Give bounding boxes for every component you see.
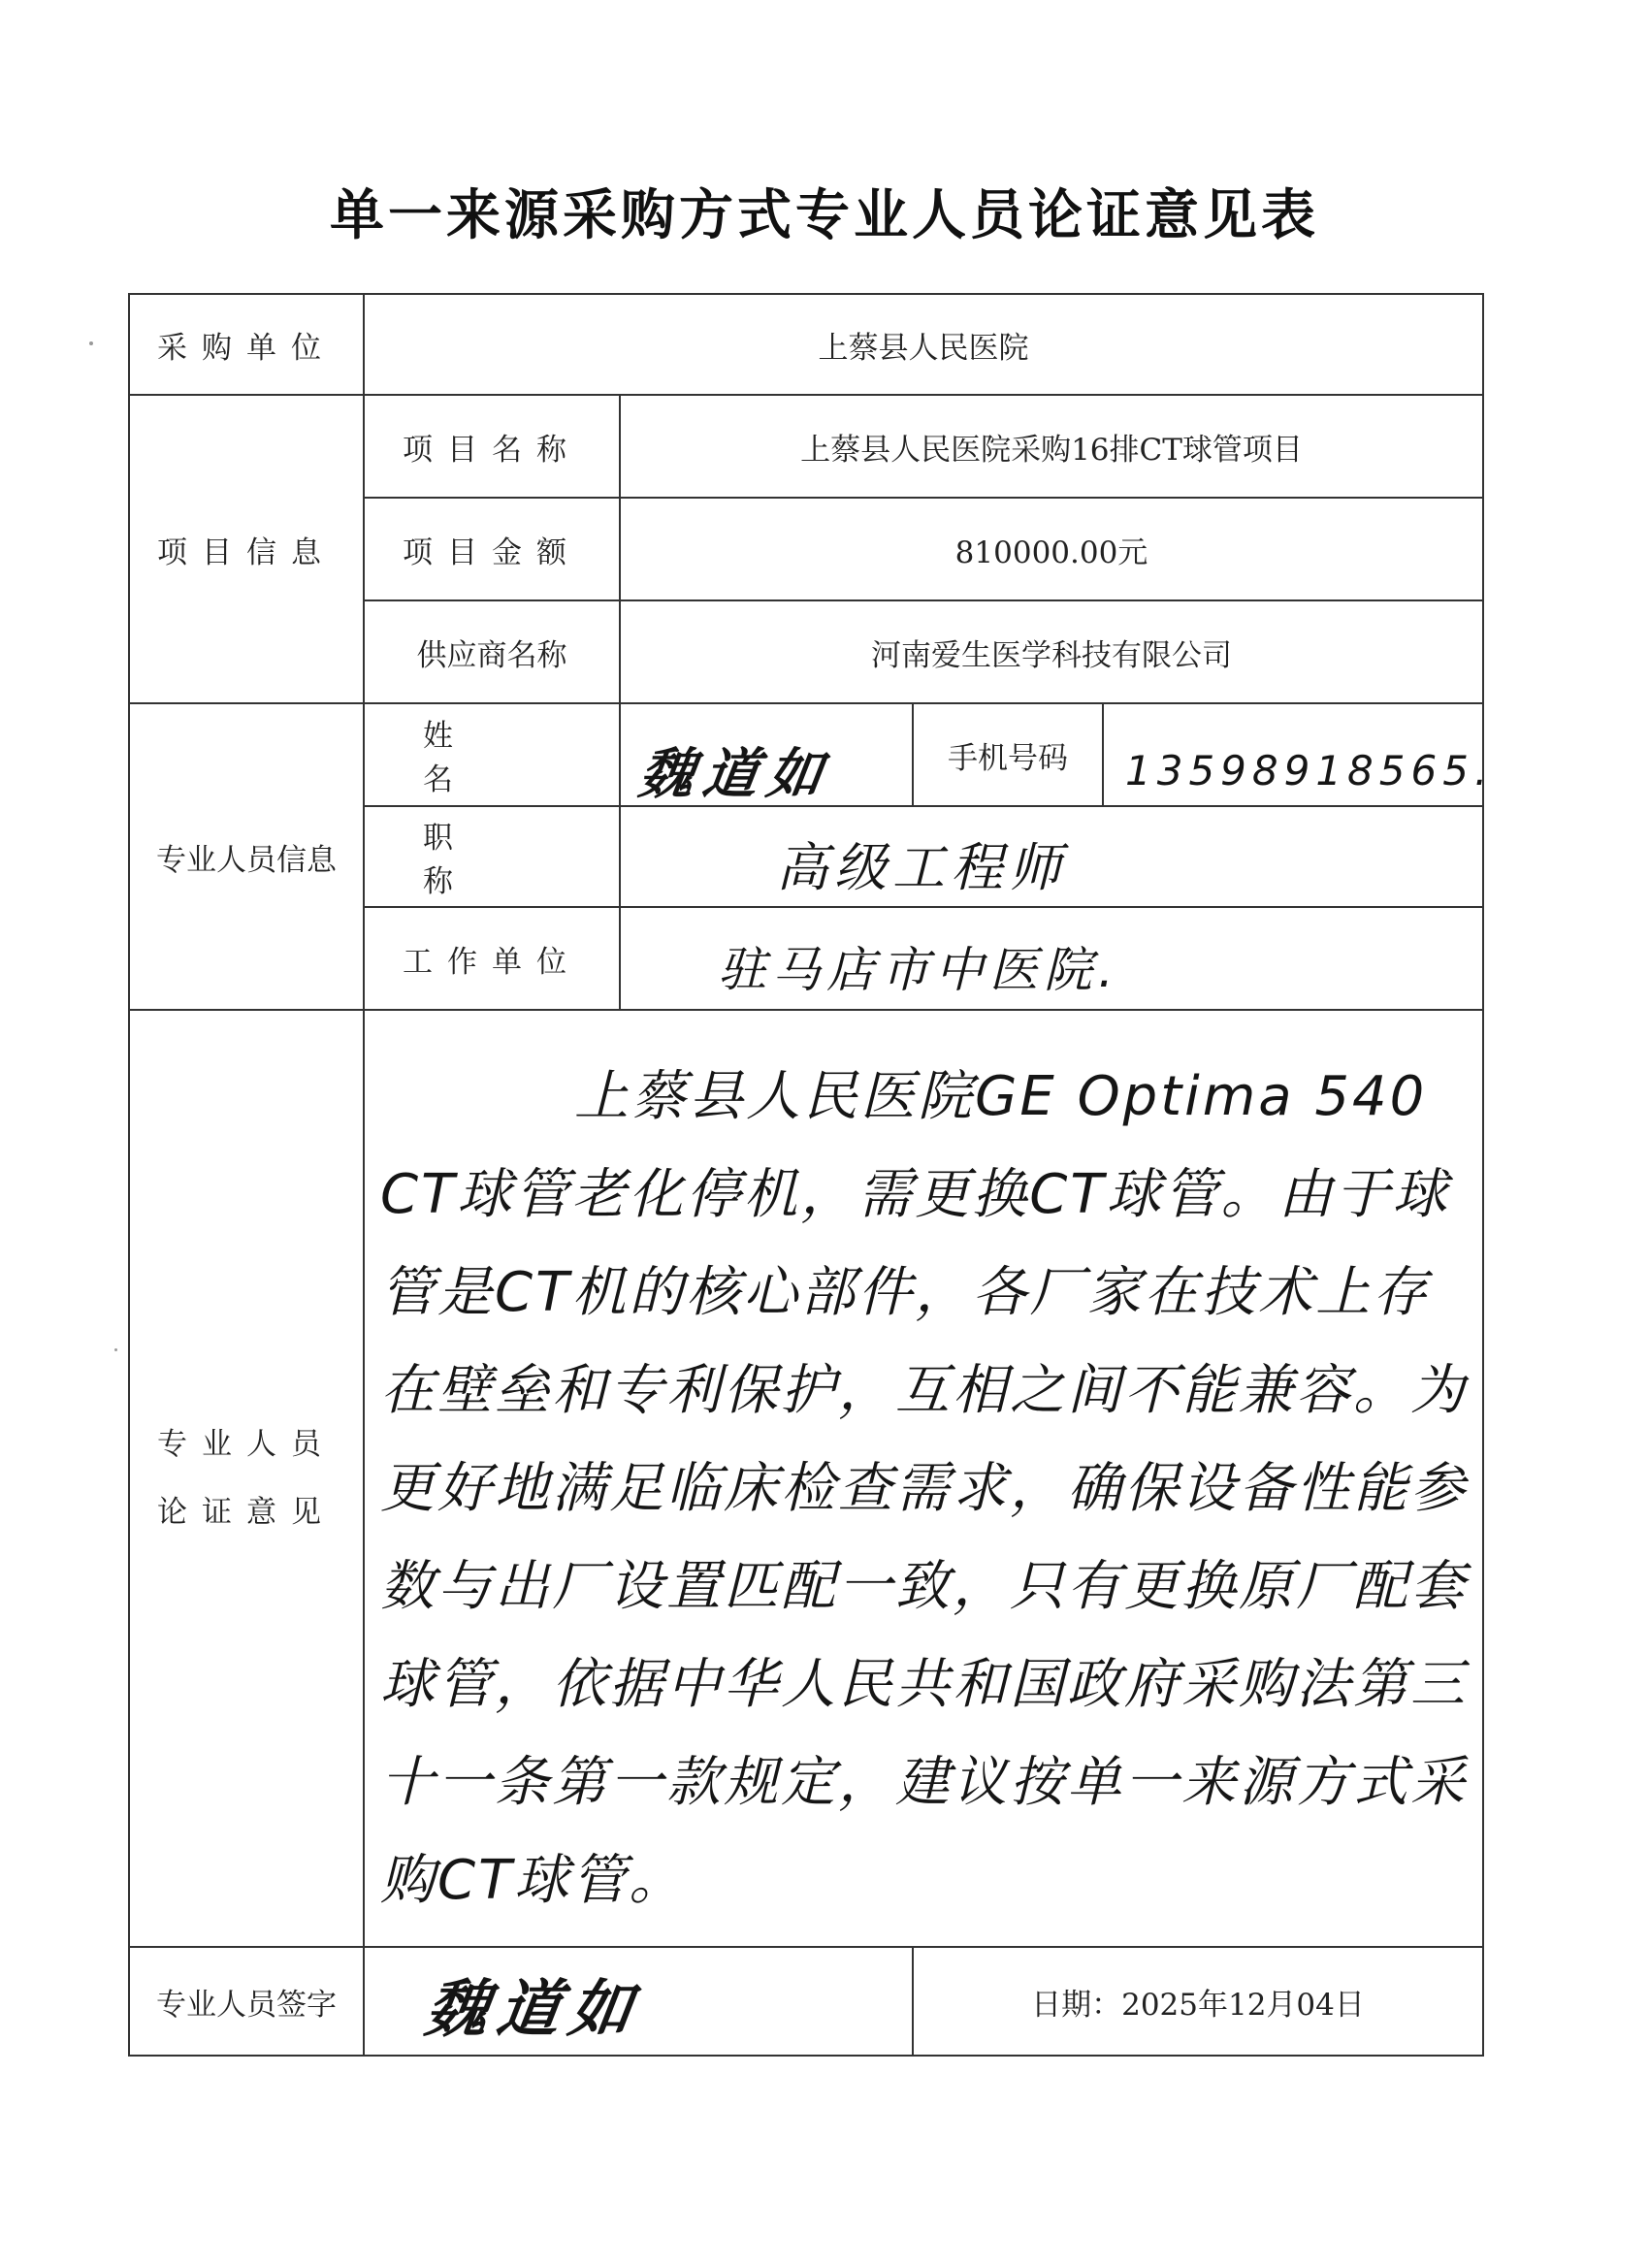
purchasing-unit-label: 采购单位 xyxy=(157,330,336,366)
workplace-label: 工作单位 xyxy=(403,944,581,980)
phone-value-handwritten: 13598918565. xyxy=(1125,747,1494,794)
project-amount-label: 项目金额 xyxy=(403,535,581,570)
opinion-handwritten-text: 上蔡县人民医院GE Optima 540 CT球管老化停机，需更换CT球管。由于球管是CT机的核心部件，各厂家在技术上存在壁垒和专利保护，互相之间不能兼容。为更好地满足临床检查需求，确保设备性能参数与出厂设置匹配一致，只有更换原厂配套球管，依据中华人民共和国政府采购法第三十一条第一款规定，建议按单一来源方式采购CT球管。 xyxy=(380,1065,1468,1912)
purchasing-unit-value: 上蔡县人民医院 xyxy=(818,330,1029,366)
project-info-label: 项目信息 xyxy=(157,535,336,570)
table-border-bottom xyxy=(128,2055,1484,2057)
project-name-label: 项目名称 xyxy=(403,432,581,468)
expert-title-label: 职称 xyxy=(423,821,540,899)
phone-label: 手机号码 xyxy=(948,740,1068,776)
opinion-label xyxy=(130,1011,363,1946)
table-col-divider xyxy=(1102,702,1104,805)
opinion-label-line1: 专业人员 xyxy=(157,1427,336,1462)
scan-speck xyxy=(89,341,93,345)
expert-title-handwritten: 高级工程师 xyxy=(776,837,1067,898)
signature-date: 日期：2025年12月04日 xyxy=(1031,1987,1365,2023)
expert-name-label: 姓名 xyxy=(423,719,540,797)
project-amount-value: 810000.00元 xyxy=(954,535,1148,570)
workplace-handwritten: 驻马店市中医院. xyxy=(718,942,1119,998)
supplier-name-value: 河南爱生医学科技有限公司 xyxy=(871,637,1232,673)
expert-name-handwritten: 魏道如 xyxy=(634,743,836,806)
signature-handwritten: 魏道如 xyxy=(420,1974,647,2046)
opinion-label-line2: 论证意见 xyxy=(157,1495,336,1530)
page-title: 单一来源采购方式专业人员论证意见表 xyxy=(330,184,1319,247)
expert-info-label: 专业人员信息 xyxy=(156,842,337,878)
supplier-name-label: 供应商名称 xyxy=(416,637,567,673)
project-name-value: 上蔡县人民医院采购16排CT球管项目 xyxy=(800,432,1303,468)
scan-speck xyxy=(114,1348,117,1351)
signature-label: 专业人员签字 xyxy=(156,1987,337,2023)
